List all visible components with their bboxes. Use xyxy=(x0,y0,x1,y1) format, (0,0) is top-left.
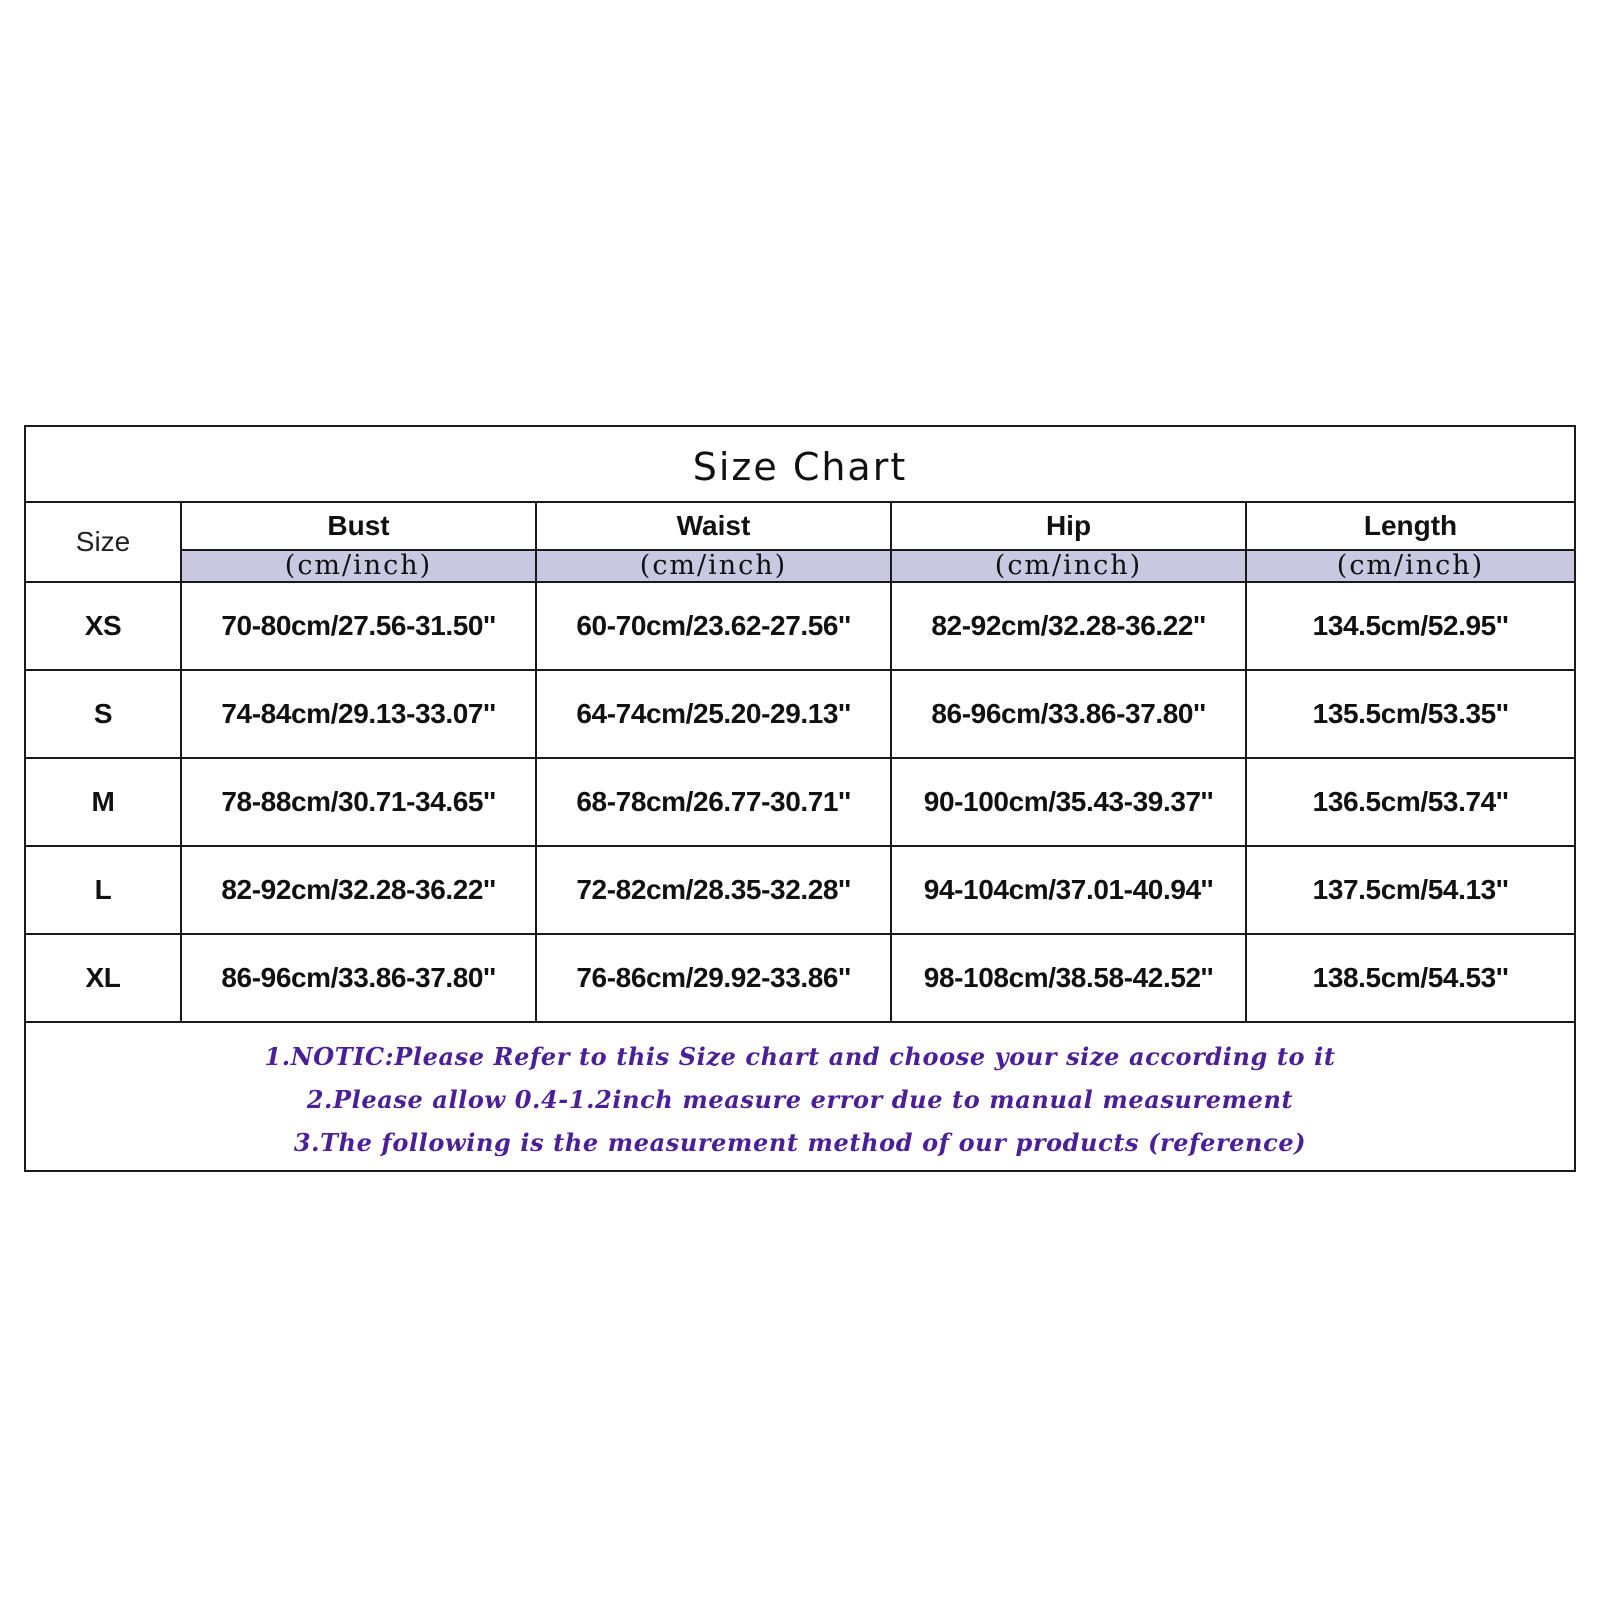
bust-cell: 82-92cm/32.28-36.22'' xyxy=(181,846,536,934)
note-line: 3.The following is the measurement method of our products (reference) xyxy=(293,1127,1307,1157)
waist-unit-label: (cm/inch) xyxy=(536,550,891,582)
bust-cell: 86-96cm/33.86-37.80'' xyxy=(181,934,536,1022)
hip-cell: 86-96cm/33.86-37.80'' xyxy=(891,670,1246,758)
waist-cell: 64-74cm/25.20-29.13'' xyxy=(536,670,891,758)
length-cell: 135.5cm/53.35'' xyxy=(1246,670,1574,758)
hip-column-header: Hip xyxy=(891,502,1246,550)
note-line: 1.NOTIC:Please Refer to this Size chart and choose your size according to it xyxy=(264,1041,1336,1071)
hip-unit-label: (cm/inch) xyxy=(891,550,1246,582)
waist-cell: 76-86cm/29.92-33.86'' xyxy=(536,934,891,1022)
size-chart-table xyxy=(26,427,1574,1171)
hip-cell: 94-104cm/37.01-40.94'' xyxy=(891,846,1246,934)
size-cell: M xyxy=(26,758,181,846)
size-cell: XL xyxy=(26,934,181,1022)
bust-cell: 74-84cm/29.13-33.07'' xyxy=(181,670,536,758)
size-cell: XS xyxy=(26,582,181,670)
bust-column-header: Bust xyxy=(181,502,536,550)
waist-cell: 72-82cm/28.35-32.28'' xyxy=(536,846,891,934)
length-cell: 138.5cm/54.53'' xyxy=(1246,934,1574,1022)
chart-title: Size Chart xyxy=(26,427,1574,502)
length-cell: 137.5cm/54.13'' xyxy=(1246,846,1574,934)
note-line: 2.Please allow 0.4-1.2inch measure error due to manual measurement xyxy=(306,1084,1294,1114)
length-column-header: Length xyxy=(1246,502,1574,550)
table-row xyxy=(26,670,1574,758)
hip-cell: 98-108cm/38.58-42.52'' xyxy=(891,934,1246,1022)
table-row xyxy=(26,758,1574,846)
length-cell: 136.5cm/53.74'' xyxy=(1246,758,1574,846)
waist-cell: 68-78cm/26.77-30.71'' xyxy=(536,758,891,846)
waist-column-header: Waist xyxy=(536,502,891,550)
table-row xyxy=(26,846,1574,934)
table-row xyxy=(26,582,1574,670)
length-cell: 134.5cm/52.95'' xyxy=(1246,582,1574,670)
waist-cell: 60-70cm/23.62-27.56'' xyxy=(536,582,891,670)
notes-section xyxy=(26,1022,1574,1171)
size-chart xyxy=(24,425,1576,1172)
bust-cell: 78-88cm/30.71-34.65'' xyxy=(181,758,536,846)
table-row xyxy=(26,934,1574,1022)
bust-unit-label: (cm/inch) xyxy=(181,550,536,582)
size-column-header: Size xyxy=(26,502,181,582)
hip-cell: 82-92cm/32.28-36.22'' xyxy=(891,582,1246,670)
length-unit-label: (cm/inch) xyxy=(1246,550,1574,582)
hip-cell: 90-100cm/35.43-39.37'' xyxy=(891,758,1246,846)
size-cell: S xyxy=(26,670,181,758)
size-cell: L xyxy=(26,846,181,934)
bust-cell: 70-80cm/27.56-31.50'' xyxy=(181,582,536,670)
